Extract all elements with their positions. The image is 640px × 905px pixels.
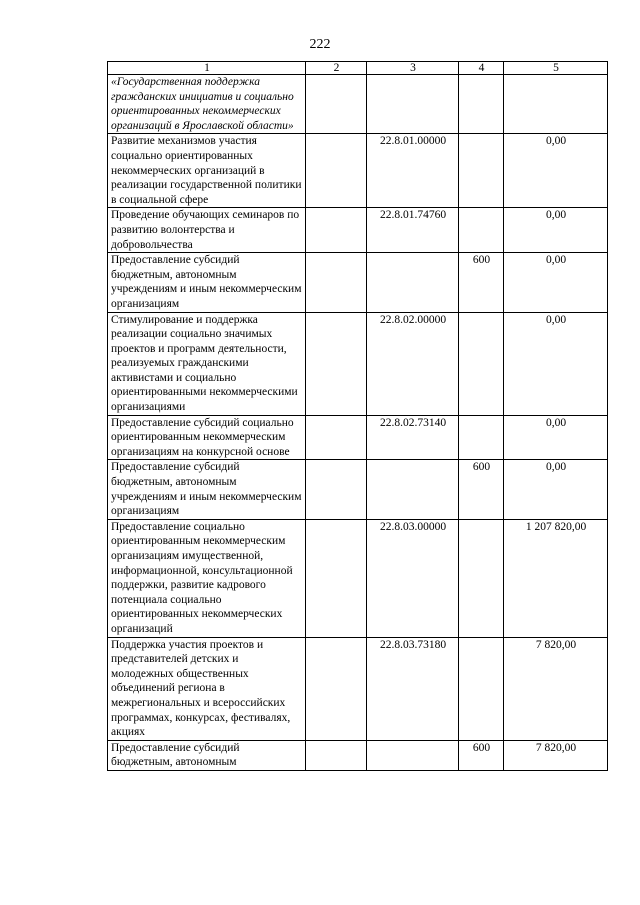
- table-row: [108, 312, 608, 415]
- row-code: [367, 75, 459, 134]
- row-kind: [459, 637, 504, 740]
- row-kind: [459, 415, 504, 460]
- row-code: 22.8.03.73180: [367, 637, 459, 740]
- row-amount: 7 820,00: [504, 637, 608, 740]
- row-amount: 0,00: [504, 253, 608, 312]
- header-col-5: 5: [504, 62, 608, 75]
- table-row: [108, 75, 608, 134]
- row-amount: 0,00: [504, 208, 608, 253]
- row-code: 22.8.01.74760: [367, 208, 459, 253]
- row-name: Поддержка участия проектов и представителей детских и молодежных общественных объединений региона в межрегиональных и всероссийских программах, конкурсах, фестивалях, акциях: [108, 637, 306, 740]
- row-code: 22.8.02.73140: [367, 415, 459, 460]
- row-amount: 7 820,00: [504, 740, 608, 770]
- row-name: Предоставление социально ориентированным некоммерческим организациям имущественной, информационной, консультационной поддержки, развитие кадрового потенциала социально ориентированных некоммерческих организаций: [108, 519, 306, 637]
- row-code: 22.8.03.00000: [367, 519, 459, 637]
- row-code: [367, 460, 459, 519]
- row-amount: 0,00: [504, 460, 608, 519]
- row-col2: [306, 637, 367, 740]
- row-code: [367, 253, 459, 312]
- row-kind: [459, 519, 504, 637]
- header-col-3: 3: [367, 62, 459, 75]
- row-col2: [306, 519, 367, 637]
- row-col2: [306, 415, 367, 460]
- table-row: [108, 415, 608, 460]
- row-amount: 0,00: [504, 312, 608, 415]
- row-name: «Государственная поддержка гражданских инициатив и социально ориентированных некоммерческих организаций в Ярославской области»: [108, 75, 306, 134]
- row-kind: 600: [459, 460, 504, 519]
- table-header: [108, 62, 608, 75]
- row-name: Развитие механизмов участия социально ориентированных некоммерческих организаций в реализации государственной политики в социальной сфере: [108, 134, 306, 208]
- row-col2: [306, 208, 367, 253]
- table-row: [108, 253, 608, 312]
- row-name: Предоставление субсидий социально ориентированным некоммерческим организациям на конкурсной основе: [108, 415, 306, 460]
- row-col2: [306, 75, 367, 134]
- page-number: 222: [309, 37, 331, 52]
- header-col-4: 4: [459, 62, 504, 75]
- table-body: [108, 75, 608, 771]
- table-row: [108, 637, 608, 740]
- row-name: Предоставление субсидий бюджетным, автономным учреждениям и иным некоммерческим организациям: [108, 253, 306, 312]
- row-code: 22.8.02.00000: [367, 312, 459, 415]
- row-col2: [306, 253, 367, 312]
- header-col-2: 2: [306, 62, 367, 75]
- table-row: [108, 519, 608, 637]
- row-name: Стимулирование и поддержка реализации социально значимых проектов и программ деятельности, реализуемых гражданскими активистами и социально ориентированными некоммерческими организациями: [108, 312, 306, 415]
- row-amount: 0,00: [504, 134, 608, 208]
- row-name: Предоставление субсидий бюджетным, автономным: [108, 740, 306, 770]
- table-row: [108, 208, 608, 253]
- table-row: [108, 460, 608, 519]
- header-col-1: 1: [108, 62, 306, 75]
- row-col2: [306, 460, 367, 519]
- header-row: [108, 62, 608, 75]
- budget-table: [107, 61, 608, 771]
- table-row: [108, 134, 608, 208]
- row-col2: [306, 740, 367, 770]
- table-row: [108, 740, 608, 770]
- row-code: [367, 740, 459, 770]
- row-kind: [459, 312, 504, 415]
- row-amount: 0,00: [504, 415, 608, 460]
- row-kind: [459, 75, 504, 134]
- row-kind: 600: [459, 740, 504, 770]
- row-kind: [459, 208, 504, 253]
- row-name: Проведение обучающих семинаров по развитию волонтерства и добровольчества: [108, 208, 306, 253]
- row-col2: [306, 312, 367, 415]
- row-amount: [504, 75, 608, 134]
- row-code: 22.8.01.00000: [367, 134, 459, 208]
- row-name: Предоставление субсидий бюджетным, автономным учреждениям и иным некоммерческим организациям: [108, 460, 306, 519]
- row-amount: 1 207 820,00: [504, 519, 608, 637]
- row-kind: [459, 134, 504, 208]
- row-col2: [306, 134, 367, 208]
- row-kind: 600: [459, 253, 504, 312]
